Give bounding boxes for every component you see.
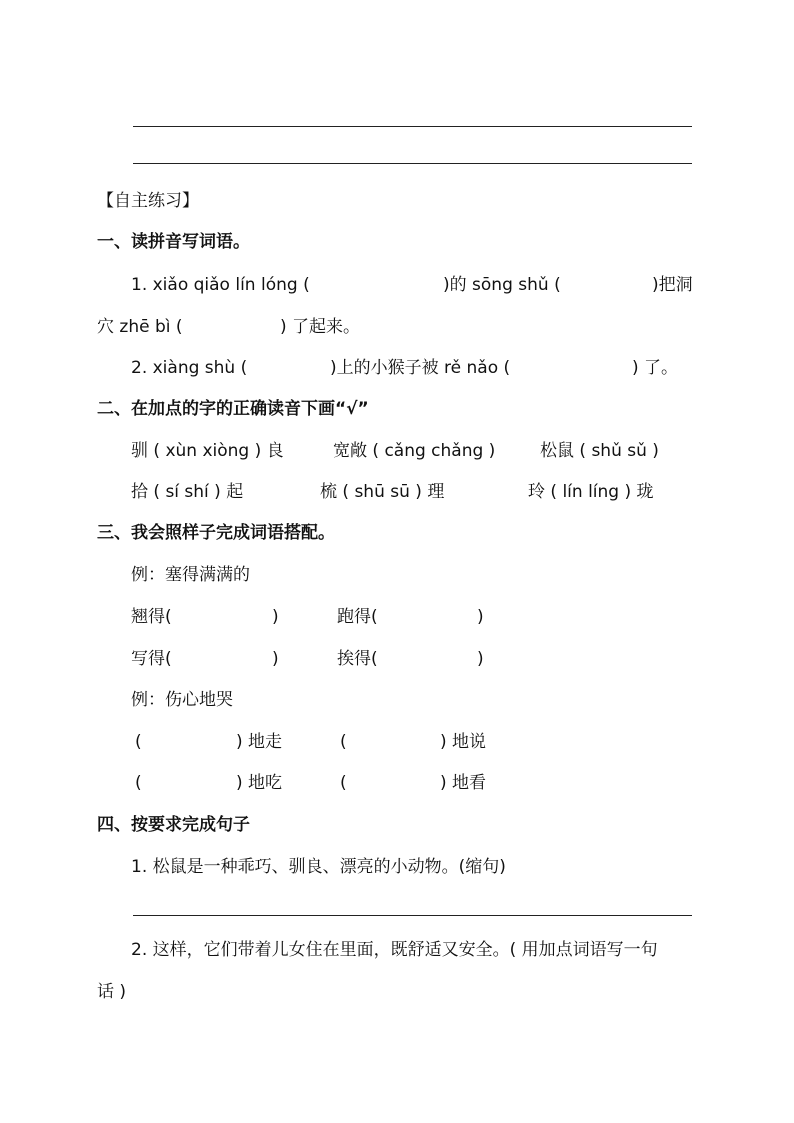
s3-g4-open1: ( — [135, 773, 142, 793]
s3-g3-word2: ) 地说 — [440, 732, 487, 752]
s1-q2-part-c: ) 了。 — [632, 358, 679, 378]
s3-g2-label2: 挨得( — [337, 649, 378, 669]
s2-row1-item2: 宽敞 ( cǎng chǎng ) — [333, 441, 496, 461]
section-3-heading: 三、我会照样子完成词语搭配。 — [97, 523, 335, 543]
s3-g1-close1: ) — [272, 607, 279, 627]
s3-g4-word2: ) 地看 — [440, 773, 487, 793]
s3-g3-word1: ) 地走 — [236, 732, 283, 752]
s3-g3-open2: ( — [340, 732, 347, 752]
s3-g3-open1: ( — [135, 732, 142, 752]
s3-g1-label1: 翘得( — [131, 607, 172, 627]
s3-g4-word1: ) 地吃 — [236, 773, 283, 793]
s1-q1-part-a: 1. xiǎo qiǎo lín lóng ( — [131, 275, 310, 295]
s2-row1-item1: 驯 ( xùn xiòng ) 良 — [131, 441, 284, 461]
s1-q1-part-d: 穴 zhē bì ( — [97, 317, 183, 337]
s3-g1-label2: 跑得( — [337, 607, 378, 627]
section-1-heading: 一、读拼音写词语。 — [97, 232, 250, 252]
s4-q2-line1: 2. 这样，它们带着儿女住在里面，既舒适又安全。( 用加点词语写一句 — [131, 940, 658, 960]
s1-q2-part-b: )上的小猴子被 rě nǎo ( — [330, 358, 511, 378]
s4-q1: 1. 松鼠是一种乖巧、驯良、漂亮的小动物。(缩句) — [131, 857, 506, 877]
s3-example-2: 例：伤心地哭 — [131, 690, 233, 710]
answer-line-3[interactable] — [133, 915, 692, 916]
s1-q1-part-e: ) 了起来。 — [280, 317, 361, 337]
s3-g2-close2: ) — [477, 649, 484, 669]
s1-q1-part-b: )的 sōng shǔ ( — [443, 275, 561, 295]
s2-row1-item3: 松鼠 ( shǔ sǔ ) — [540, 441, 659, 461]
practice-title: 【自主练习】 — [97, 191, 199, 211]
s3-example-1: 例：塞得满满的 — [131, 565, 250, 585]
section-2-heading: 二、在加点的字的正确读音下画“√” — [97, 399, 369, 419]
s3-g2-label1: 写得( — [131, 649, 172, 669]
section-4-heading: 四、按要求完成句子 — [97, 815, 250, 835]
s3-g1-close2: ) — [477, 607, 484, 627]
s2-row2-item1: 拾 ( sí shí ) 起 — [131, 482, 244, 502]
s3-g2-close1: ) — [272, 649, 279, 669]
s1-q1-part-c: )把洞 — [652, 275, 693, 295]
answer-line-2[interactable] — [133, 163, 692, 164]
s3-g4-open2: ( — [340, 773, 347, 793]
s2-row2-item3: 玲 ( lín líng ) 珑 — [528, 482, 654, 502]
answer-line-1[interactable] — [133, 126, 692, 127]
s1-q2-part-a: 2. xiàng shù ( — [131, 358, 248, 378]
s4-q2-line2: 话 ) — [97, 982, 127, 1002]
s2-row2-item2: 梳 ( shū sū ) 理 — [320, 482, 445, 502]
